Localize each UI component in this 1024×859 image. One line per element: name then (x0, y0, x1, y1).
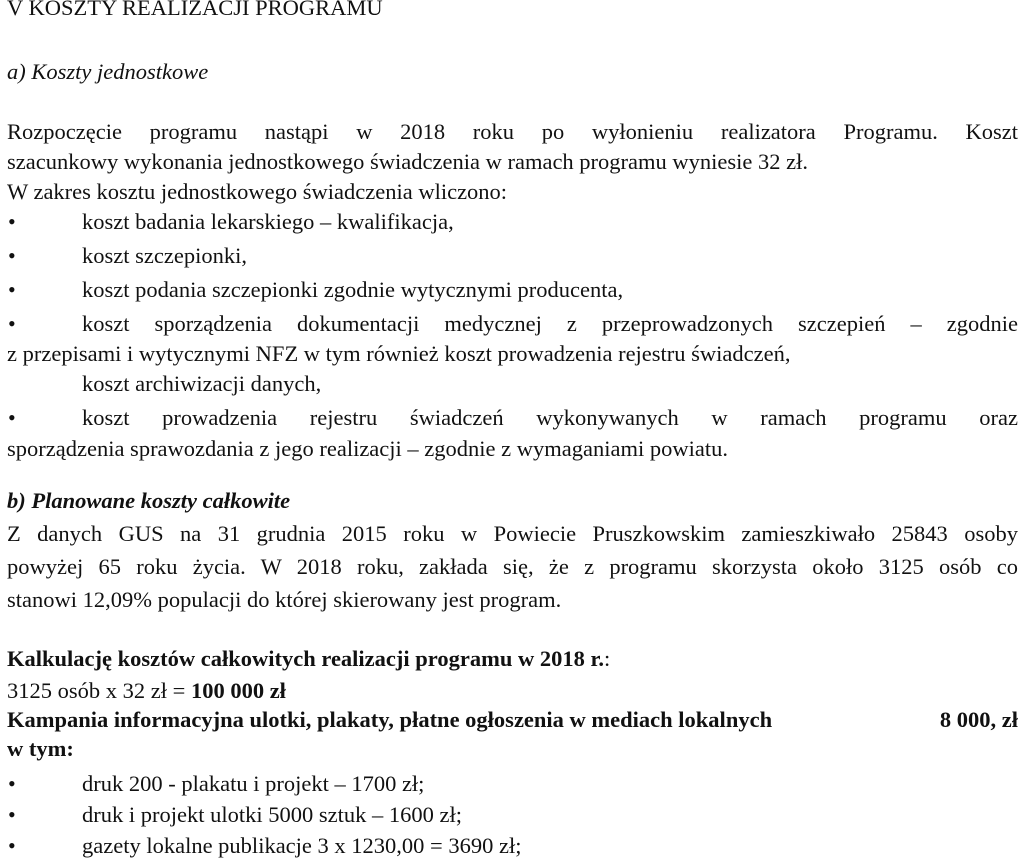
list-item: koszt prowadzenia rejestru świadczeń wykonywanych w ramach programu oraz (82, 405, 1018, 430)
calculation-heading (7, 645, 1018, 672)
list-item: koszt sporządzenia dokumentacji medycznej z przeprowadzonych szczepień – zgodnie (82, 311, 1018, 336)
total-costs-paragraph-line: powyżej 65 roku życia. W 2018 roku, zakłada się, że z programu skorzysta około 3125 osób co (7, 554, 1018, 579)
bullet-icon: • (8, 802, 16, 827)
unit-costs-paragraph-line: Rozpoczęcie programu nastąpi w 2018 roku po wyłonieniu realizatora Programu. Koszt (7, 119, 1018, 144)
formula-result: 100 000 zł (190, 678, 286, 703)
including-label: w tym: (7, 736, 74, 761)
campaign-amount: 8 000, zł (939, 707, 1018, 732)
list-item: gazety lokalne publikacje 3 x 1230,00 = 3690 zł; (82, 833, 522, 858)
total-costs-paragraph-line: Z danych GUS na 31 grudnia 2015 roku w Powiecie Pruszkowskim zamieszkiwało 25843 osoby (7, 521, 1018, 546)
unit-costs-heading: a) Koszty jednostkowe (7, 59, 209, 84)
bullet-icon: • (8, 771, 16, 796)
bullet-icon: • (8, 311, 16, 336)
formula-expression: 3125 osób x 32 zł = (7, 678, 191, 703)
section-heading: V KOSZTY REALIZACJI PROGRAMU (7, 0, 383, 20)
list-item: koszt szczepionki, (82, 243, 247, 268)
calculation-heading-colon: : (604, 646, 611, 671)
bullet-icon: • (8, 243, 16, 268)
unit-costs-paragraph-line: szacunkowy wykonania jednostkowego świadczenia w ramach programu wyniesie 32 zł. (7, 149, 809, 174)
list-item: koszt badania lekarskiego – kwalifikacja, (82, 209, 454, 234)
bullet-icon: • (8, 209, 16, 234)
bullet-icon: • (8, 277, 16, 302)
bullet-icon: • (8, 833, 16, 858)
list-item-continuation: z przepisami i wytycznymi NFZ w tym również koszt prowadzenia rejestru świadczeń, (7, 341, 791, 366)
campaign-label: Kampania informacyjna ulotki, plakaty, płatne ogłoszenia w mediach lokalnych (7, 707, 773, 732)
list-item: koszt podania szczepionki zgodnie wytycznymi producenta, (82, 277, 624, 302)
total-costs-heading: b) Planowane koszty całkowite (7, 488, 291, 513)
list-item-continuation: sporządzenia sprawozdania z jego realizacji – zgodnie z wymaganiami powiatu. (7, 436, 728, 461)
calculation-formula (7, 677, 1018, 704)
total-costs-paragraph-line: stanowi 12,09% populacji do której skierowany jest program. (7, 587, 562, 612)
calculation-heading-text: Kalkulację kosztów całkowitych realizacji programu w 2018 r. (7, 646, 605, 671)
list-item: koszt archiwizacji danych, (82, 371, 322, 396)
list-item: druk i projekt ulotki 5000 sztuk – 1600 zł; (82, 802, 462, 827)
list-item: druk 200 - plakatu i projekt – 1700 zł; (82, 771, 425, 796)
bullet-icon: • (8, 405, 16, 430)
unit-costs-paragraph-line: W zakres kosztu jednostkowego świadczenia wliczono: (7, 179, 508, 204)
campaign-line (7, 706, 1018, 733)
